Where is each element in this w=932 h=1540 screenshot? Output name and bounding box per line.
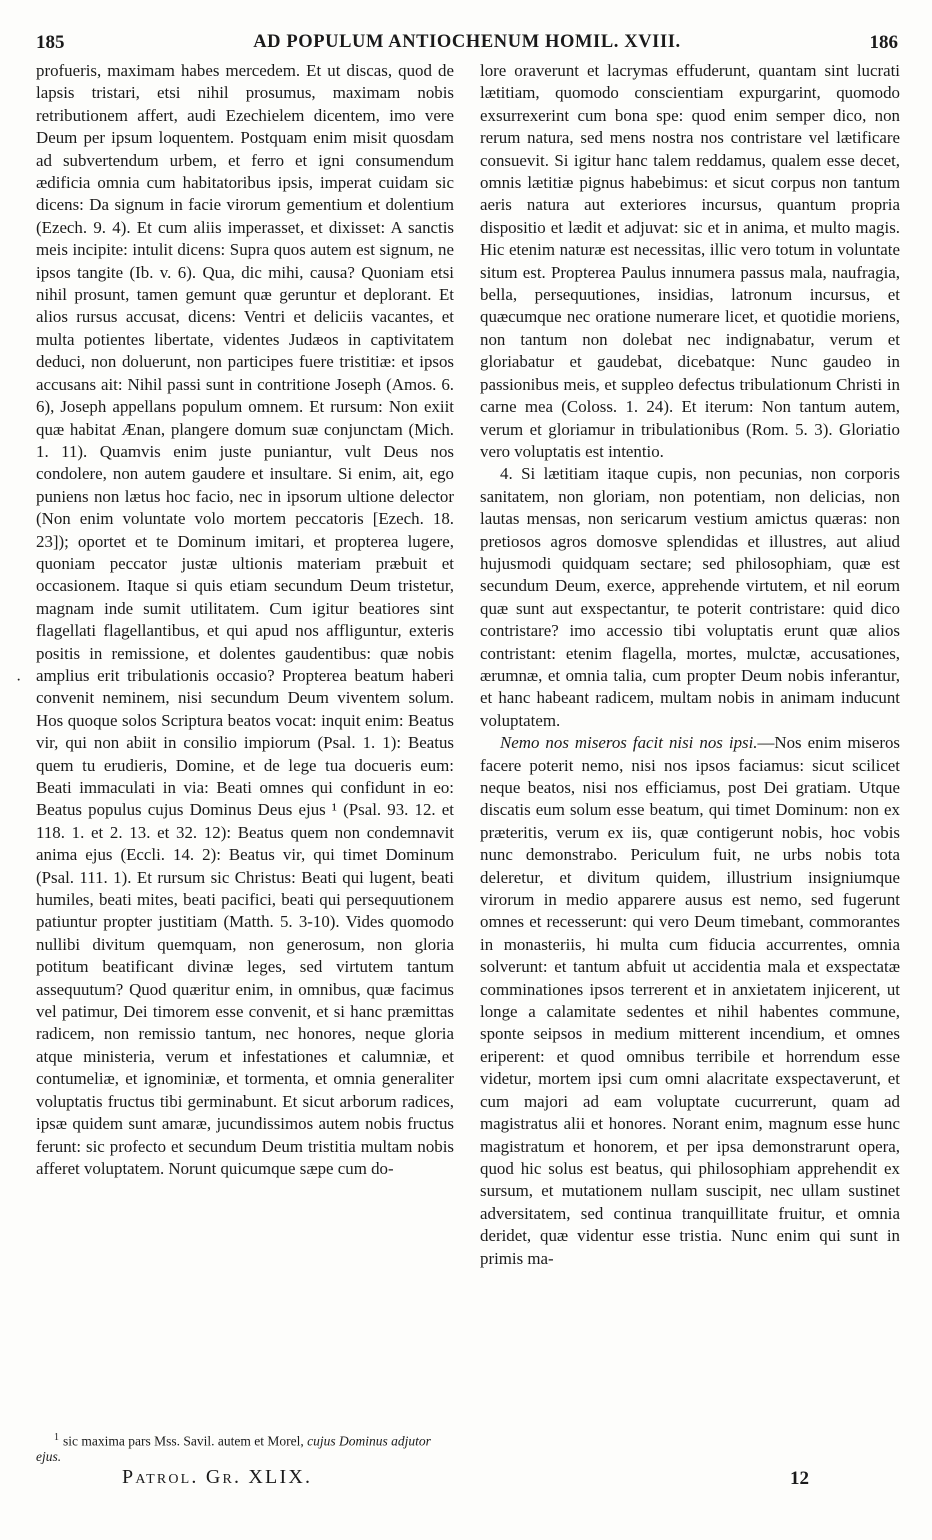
right-page-number: 186 [869, 32, 898, 53]
running-header [36, 32, 898, 58]
right-column [480, 60, 900, 1270]
footnote-italic-text: cujus Dominus adjutor ejus. [36, 1433, 431, 1464]
left-column-text: profueris, maximam habes mercedem. Et ut discas, quod de lapsis tristari, etsi nihil prosumus, maximam nobis retributionem affert, audi Ezechielem dicentem, imo vere Deum per ipsum loquentem. Postquam enim misit quosdam ad subvertendum urbem, et ferro et igni consumendum ædificia omnia cum habitatoribus ipsis, imperat cuidam sic dicens: Da signum in facie virorum gementium et dolentium (Ezech. 9. 4). Et cum aliis imperasset, et dixisset: A sanctis meis incipite: intulit dicens: Supra quos autem est signum, ne ipsos tangite (Ib. v. 6). Qua, dic mihi, causa? Quoniam etsi nihil prosunt, tamen gemunt quæ geruntur et deplorant. Et alios rursus accusat, dicens: Ventri et deliciis vacantes, et multa potientes libertate, videntes Judæos in captivitatem deduci, non doluerunt, non participes fuere tristitiæ: et ipsos accusans ait: Nihil passi sunt in contritione Joseph (Amos. 6. 6), Joseph appellans populum omnem. Et rursum: Non exiit quæ habitat Ænan, plangere domum suæ conjunctam (Mich. 1. 11). Quamvis enim juste puniantur, vult Deus nos condolere, non autem gaudere et insultare. Si enim, ait, ego puniens non lætus hoc facio, nec in ipsorum ultione delector (Non enim voluntate volo mortem peccatoris [Ezech. 18. 23]); oportet et te Dominum imitari, et propterea lugere, quoniam peccator justæ ultionis materiam præbuit et occasionem. Itaque si quis etiam secundum Deum tristetur, magnam inde sumit utilitatem. Cum igitur beatiores sint flagellati flagellantibus, et qui apud nos affliguntur, exteris positis in remissione, et dolentes gaudentibus: quæ nobis amplius erit tribulationis occasio? Propterea beatum haberi convenit neminem, nisi secundum Deum viventem solum. Hos quoque solos Scriptura beatos vocat: inquit enim: Beatus vir, qui non abiit in consilio impiorum (Psal. 1. 1): Beatus quem tu erudieris, Domine, et de lege tua docueris eum: Beati immaculati in via: Beati omnes qui confidunt in eo: Beatus populus cujus Dominus Deus ejus ¹ (Psal. 93. 12. et 118. 1. et 2. 13. et 32. 12): Beatus quem non condemnavit anima ejus (Eccli. 14. 2): Beatus vir, qui timet Dominum (Psal. 111. 1). Et rursum sic Christus: Beati qui lugent, beati humiles, beati mites, beati pacifici, beati qui persequutionem patiuntur propter justitiam (Matth. 5. 3-10). Vides quomodo nullibi divitum quemquam, non generosum, non gloria potitum beatificant divinæ leges, sed virtutem tantum assequutum? Quod quæritur enim, in omnibus, quæ facimus vel patimur, Dei timorem esse convenit, et si hanc præmittas radicem, non remissio tantum, nec honores, neque gloria atque ministeria, verum et infestationes et calumniæ, et contumeliæ, et ignominiæ, et tormenta, et omnia generaliter voluptatis fructus tibi germinabunt. Et sicut arborum radices, ipsæ quidem sunt amaræ, jucundissimos autem nobis fructus ferunt: sic profecto et secundum Deum tristitia multam nobis afferet voluptatem. Norunt quicumque sæpe cum do- [36, 61, 454, 1178]
running-title: AD POPULUM ANTIOCHENUM HOMIL. XVIII. [253, 32, 681, 52]
left-page-number: 185 [36, 32, 65, 53]
footnote-mark: 1 [54, 1432, 59, 1443]
left-column [36, 60, 454, 1180]
footnote-text: sic maxima pars Mss. Savil. autem et Morel, [63, 1433, 304, 1449]
right-paragraph-2: 4. Si lætitiam itaque cupis, non pecunias, non corporis sanitatem, non gloriam, non potentiam, non delicias, non lautas mensas, non sericarum vestium amictus quæras: non pretiosos agros domosve splendidas et illustres, aut aliud hujusmodi quidquam sectare; sed philosophiam, quæ est secundum Deum, exerce, apprehende virtutem, et nil eorum quæ sunt aut exspectantur, te poterit contristare: quid dico contristare? imo accessio tibi voluptatis erunt quæ alios contristant: etenim flagella, mortes, mulctæ, accusationes, ærumnæ, et omnia talia, cum propter Deum nobis inferantur, et hanc habeant radicem, multam nobis in animam inducunt voluptatem. [480, 464, 900, 730]
signature-line: Patrol. Gr. XLIX. [122, 1466, 313, 1488]
margin-mark: · [16, 672, 22, 689]
right-paragraph-3-body: —Nos enim miseros facere poterit nemo, nisi nos ipsos faciamus: sicut scilicet neque beatos, nisi nos efficiamus, post Dei gratiam. Utque discatis eum solum esse beatum, qui timet Dominum: non ex præteritis, verum ex iis, quæ contigerunt nobis, hoc vobis nunc demonstrabo. Periculum fuit, ne urbs nobis tota deleretur, et divitum quidem, illustrium insigniumque virorum in medio apparere ausus est nemo, sed fugerunt omnes et recesserunt: qui vero Deum timebant, commorantes in monasteriis, hi multa cum fiducia accurrentes, omnia solverunt: et tantum abfuit ut accidentia mala et exspectatæ comminationes ipsos terrerent et in anxietatem injicerent, ut longe a calamitate sedentes et nihil habentes commune, sponte seipsos in medium mitterent incendium, et omnes eriperent: et quod omnibus terribile et horrendum esse videtur, mortem ipsi cum omni alacritate exspectaverunt, et cum majori ad eam voluptate cucurrerunt, quam ad magistratus alii et honores. Norant enim, magnum esse hunc magistratum et honorem, et per ipsa demonstrarunt opera, quod hic solus est beatus, qui philosophiam apprehendit ex sursum, et mutationem nullam suscipit, nec ullam sustinet adversitatem, sed continua tranquillitate fruitur, et omnia deridet, quæ videntur esse tristia. Nunc enim qui sunt in primis ma- [480, 733, 900, 1268]
right-paragraph-1: lore oraverunt et lacrymas effuderunt, quantam sint lucrati lætitiam, quomodo conscientiam expurgarint, quomodo exsurrexerint cum bona spe: quod enim semper dico, non rerum natura, sed mens nostra nos contristare vel lætificare consuevit. Si igitur hanc talem reddamus, qualem esse decet, omnis lætitiæ pignus habebimus: et sicut corpus non tantum aeris natura aut exteriores incursus, quantum propria dispositio et lædit et adjuvat: sic et in anima, et multo magis. Hic etenim naturæ est necessitas, illic vero totum in voluntate situm est. Propterea Paulus innumera passus mala, naufragia, bella, persequutiones, insidias, latronum incursus, et quæcumque nec oratione numerare licet, et quotidie moriens, non tantum non dolebat nec indignabatur, verum et gloriabatur et gaudebat, dicebatque: Nunc gaudeo in passionibus meis, et suppleo defectus tribulationum Christi in carne mea (Coloss. 1. 24). Et iterum: Non tantum autem, verum et gloriamur in tribulationibus (Rom. 5. 3). Gloriatio vero voluptatis est intentio. [480, 61, 900, 461]
right-paragraph-3 [480, 732, 900, 1270]
section-heading: Nemo nos miseros facit nisi nos ipsi. [500, 733, 758, 753]
footnote [36, 1430, 454, 1464]
sheet-number: 12 [790, 1468, 809, 1489]
